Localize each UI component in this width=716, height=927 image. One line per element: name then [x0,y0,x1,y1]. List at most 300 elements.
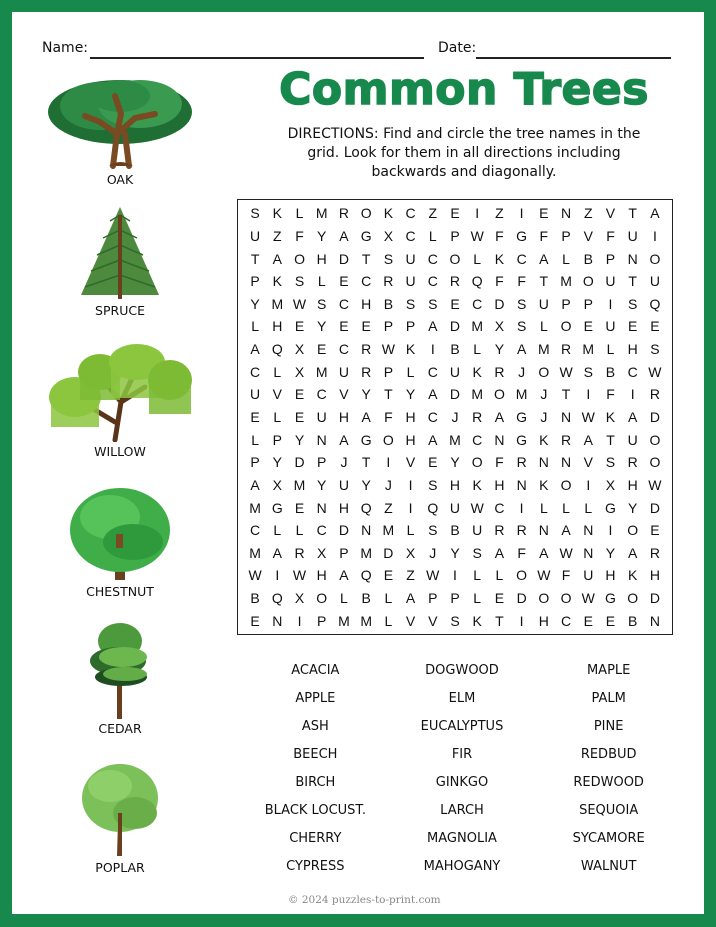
grid-cell[interactable]: S [294,273,305,290]
grid-cell[interactable]: D [294,454,305,471]
grid-cell[interactable]: U [583,567,594,584]
grid-cell[interactable]: E [339,318,349,335]
grid-cell[interactable]: A [494,408,505,425]
grid-cell[interactable]: W [559,363,573,380]
grid-cell[interactable]: L [384,590,393,607]
grid-cell[interactable]: P [561,227,571,244]
grid-cell[interactable]: N [361,522,372,539]
grid-cell[interactable]: R [494,522,505,539]
grid-cell[interactable]: M [271,295,284,312]
grid-cell[interactable]: S [516,318,527,335]
grid-cell[interactable]: C [427,250,438,267]
grid-cell[interactable]: F [495,227,504,244]
grid-cell[interactable]: N [272,612,283,629]
grid-cell[interactable]: T [606,431,615,448]
grid-cell[interactable]: R [516,454,527,471]
grid-cell[interactable]: U [605,318,616,335]
grid-cell[interactable]: P [605,250,616,267]
grid-cell[interactable]: P [383,363,394,380]
grid-cell[interactable]: L [406,522,415,539]
grid-cell[interactable]: W [248,567,262,584]
grid-cell[interactable]: S [472,544,482,561]
grid-cell[interactable]: V [272,386,282,403]
grid-cell[interactable]: K [494,250,505,267]
grid-cell[interactable]: O [560,318,572,335]
grid-cell[interactable]: Z [273,227,282,244]
grid-cell[interactable]: K [383,205,394,222]
grid-cell[interactable]: T [361,250,371,267]
grid-cell[interactable]: Y [361,386,371,403]
grid-cell[interactable]: P [250,454,260,471]
grid-cell[interactable]: B [450,341,460,358]
grid-cell[interactable]: X [405,544,416,561]
grid-cell[interactable]: R [649,386,660,403]
grid-cell[interactable]: J [540,386,548,403]
grid-cell[interactable]: E [250,408,260,425]
grid-cell[interactable]: J [429,544,437,561]
grid-cell[interactable]: R [472,408,483,425]
grid-cell[interactable]: L [606,341,615,358]
grid-cell[interactable]: V [405,454,416,471]
grid-cell[interactable]: U [605,273,616,290]
grid-cell[interactable]: E [628,318,638,335]
grid-cell[interactable]: N [316,499,327,516]
grid-cell[interactable]: C [338,295,349,312]
grid-cell[interactable]: A [361,408,371,425]
grid-cell[interactable]: A [539,250,549,267]
grid-cell[interactable]: M [538,341,550,358]
grid-cell[interactable]: L [473,567,482,584]
grid-cell[interactable]: C [316,522,327,539]
grid-cell[interactable]: R [627,454,638,471]
grid-cell[interactable]: A [428,431,438,448]
grid-cell[interactable]: T [495,612,504,629]
grid-cell[interactable]: O [649,250,661,267]
grid-cell[interactable]: H [405,431,416,448]
grid-cell[interactable]: L [562,499,570,516]
grid-cell[interactable]: T [628,205,637,222]
grid-cell[interactable]: I [386,454,391,471]
grid-cell[interactable]: U [405,250,416,267]
grid-cell[interactable]: E [294,408,305,425]
grid-cell[interactable]: F [539,227,549,244]
grid-cell[interactable]: H [605,567,616,584]
grid-cell[interactable]: N [538,454,549,471]
grid-cell[interactable]: G [605,499,616,516]
grid-cell[interactable]: A [650,205,660,222]
grid-cell[interactable]: C [338,341,349,358]
grid-cell[interactable]: S [583,363,593,380]
grid-cell[interactable]: P [450,590,460,607]
grid-cell[interactable]: E [294,499,305,516]
grid-cell[interactable]: B [583,250,593,267]
grid-cell[interactable]: Y [317,476,327,493]
grid-cell[interactable]: D [516,590,527,607]
grid-cell[interactable]: V [428,612,438,629]
grid-cell[interactable]: L [406,363,415,380]
grid-cell[interactable]: Y [361,476,371,493]
grid-cell[interactable]: H [538,612,549,629]
grid-cell[interactable]: F [517,273,526,290]
grid-cell[interactable]: H [649,567,660,584]
grid-cell[interactable]: E [583,318,593,335]
grid-cell[interactable]: Z [495,205,504,222]
grid-cell[interactable]: H [494,476,505,493]
grid-cell[interactable]: H [627,341,638,358]
grid-cell[interactable]: W [559,544,573,561]
grid-cell[interactable]: X [272,476,282,493]
grid-cell[interactable]: J [384,476,392,493]
grid-cell[interactable]: V [339,386,349,403]
grid-cell[interactable]: S [405,295,416,312]
grid-cell[interactable]: W [648,476,662,493]
grid-cell[interactable]: R [361,341,372,358]
grid-cell[interactable]: D [338,250,349,267]
grid-cell[interactable]: E [383,567,394,584]
grid-cell[interactable]: E [294,386,305,403]
grid-cell[interactable]: Q [649,295,661,312]
grid-cell[interactable]: T [384,386,393,403]
grid-cell[interactable]: I [519,499,524,516]
grid-cell[interactable]: Y [317,227,327,244]
grid-cell[interactable]: N [560,454,572,471]
grid-cell[interactable]: G [516,431,528,448]
grid-cell[interactable]: U [449,499,461,516]
grid-cell[interactable]: R [294,544,305,561]
grid-cell[interactable]: M [293,476,306,493]
grid-cell[interactable]: W [581,408,595,425]
grid-cell[interactable]: O [560,590,572,607]
grid-cell[interactable]: E [250,612,260,629]
grid-cell[interactable]: L [539,499,548,516]
grid-cell[interactable]: L [495,567,504,584]
grid-cell[interactable]: R [649,544,660,561]
grid-cell[interactable]: L [562,250,570,267]
grid-cell[interactable]: E [361,318,371,335]
grid-cell[interactable]: L [273,522,282,539]
grid-cell[interactable]: J [518,363,526,380]
grid-cell[interactable]: M [338,612,350,629]
grid-cell[interactable]: O [516,567,528,584]
grid-cell[interactable]: P [561,295,571,312]
grid-cell[interactable]: U [250,386,261,403]
grid-cell[interactable]: X [317,544,327,561]
grid-cell[interactable]: C [427,408,438,425]
grid-cell[interactable]: M [360,612,372,629]
grid-cell[interactable]: L [273,408,282,425]
grid-cell[interactable]: C [250,522,261,539]
grid-cell[interactable]: S [605,454,616,471]
grid-cell[interactable]: O [316,590,328,607]
grid-cell[interactable]: T [561,386,571,403]
grid-cell[interactable]: E [650,318,660,335]
grid-cell[interactable]: K [539,431,549,448]
grid-cell[interactable]: U [538,295,549,312]
grid-cell[interactable]: Z [384,499,393,516]
date-field-line[interactable] [476,57,671,59]
grid-cell[interactable]: N [583,522,594,539]
grid-cell[interactable]: M [449,431,461,448]
grid-cell[interactable]: Q [360,499,372,516]
grid-cell[interactable]: K [628,567,638,584]
grid-cell[interactable]: R [560,341,572,358]
grid-cell[interactable]: N [649,612,660,629]
grid-cell[interactable]: B [450,522,460,539]
grid-cell[interactable]: L [539,318,548,335]
grid-cell[interactable]: O [627,522,639,539]
grid-cell[interactable]: W [292,567,307,584]
grid-cell[interactable]: S [516,295,527,312]
grid-cell[interactable]: V [583,454,593,471]
grid-cell[interactable]: S [317,295,327,312]
grid-cell[interactable]: N [538,522,549,539]
grid-cell[interactable]: R [494,363,505,380]
grid-cell[interactable]: L [317,273,326,290]
grid-cell[interactable]: B [250,590,260,607]
grid-cell[interactable]: X [294,363,305,380]
grid-cell[interactable]: I [586,386,591,403]
grid-cell[interactable]: P [250,273,260,290]
grid-cell[interactable]: B [383,295,394,312]
grid-cell[interactable]: E [494,590,505,607]
grid-cell[interactable]: K [472,363,482,380]
grid-cell[interactable]: I [297,612,302,629]
grid-cell[interactable]: T [250,250,260,267]
grid-cell[interactable]: P [583,295,593,312]
grid-cell[interactable]: F [495,273,504,290]
grid-cell[interactable]: M [360,544,372,561]
grid-cell[interactable]: D [494,295,505,312]
grid-cell[interactable]: I [430,341,435,358]
grid-cell[interactable]: I [630,386,635,403]
grid-cell[interactable]: H [361,295,372,312]
grid-cell[interactable]: T [628,273,637,290]
grid-cell[interactable]: Q [360,567,372,584]
grid-cell[interactable]: Z [428,205,438,222]
grid-cell[interactable]: Y [450,544,460,561]
grid-cell[interactable]: Y [628,499,638,516]
grid-cell[interactable]: M [382,522,395,539]
grid-cell[interactable]: D [649,408,660,425]
grid-cell[interactable]: A [428,386,438,403]
grid-cell[interactable]: G [360,227,372,244]
grid-cell[interactable]: E [450,205,460,222]
grid-cell[interactable]: R [361,363,372,380]
grid-cell[interactable]: S [428,295,438,312]
grid-cell[interactable]: G [360,431,372,448]
grid-cell[interactable]: C [405,205,416,222]
grid-cell[interactable]: A [272,544,282,561]
grid-cell[interactable]: S [450,612,460,629]
grid-cell[interactable]: N [627,250,638,267]
grid-cell[interactable]: I [586,476,591,493]
grid-cell[interactable]: P [450,227,460,244]
grid-cell[interactable]: T [539,273,549,290]
grid-cell[interactable]: C [427,273,438,290]
grid-cell[interactable]: Q [271,590,283,607]
grid-cell[interactable]: N [516,476,527,493]
grid-cell[interactable]: Z [583,205,593,222]
grid-cell[interactable]: H [449,476,461,493]
grid-cell[interactable]: N [560,205,572,222]
grid-cell[interactable]: U [316,408,327,425]
grid-cell[interactable]: A [428,318,438,335]
grid-cell[interactable]: R [516,522,527,539]
grid-cell[interactable]: V [605,205,616,222]
grid-cell[interactable]: L [473,590,482,607]
grid-cell[interactable]: O [294,250,305,267]
grid-cell[interactable]: E [539,205,549,222]
grid-cell[interactable]: U [627,431,638,448]
grid-cell[interactable]: S [628,295,638,312]
grid-cell[interactable]: A [539,544,549,561]
grid-cell[interactable]: Z [406,567,415,584]
grid-cell[interactable]: K [605,408,616,425]
grid-cell[interactable]: O [627,590,639,607]
grid-cell[interactable]: D [649,499,660,516]
grid-cell[interactable]: U [472,522,483,539]
grid-cell[interactable]: S [428,522,438,539]
grid-cell[interactable]: H [627,476,638,493]
grid-cell[interactable]: L [473,341,482,358]
grid-cell[interactable]: I [519,205,524,222]
grid-cell[interactable]: W [381,341,395,358]
grid-cell[interactable]: L [295,205,304,222]
grid-cell[interactable]: S [650,341,660,358]
grid-cell[interactable]: C [361,273,372,290]
grid-cell[interactable]: E [450,295,460,312]
grid-cell[interactable]: U [627,227,638,244]
grid-cell[interactable]: F [561,567,571,584]
grid-cell[interactable]: C [627,363,638,380]
grid-cell[interactable]: U [449,363,461,380]
grid-cell[interactable]: R [560,431,572,448]
grid-cell[interactable]: Q [471,273,483,290]
grid-cell[interactable]: C [472,295,483,312]
grid-cell[interactable]: O [560,476,572,493]
grid-cell[interactable]: C [316,386,327,403]
grid-cell[interactable]: Y [272,454,282,471]
grid-cell[interactable]: K [472,612,482,629]
grid-cell[interactable]: T [361,454,371,471]
grid-cell[interactable]: G [605,590,616,607]
grid-cell[interactable]: U [405,273,416,290]
grid-cell[interactable]: S [428,476,438,493]
grid-cell[interactable]: X [294,341,305,358]
grid-cell[interactable]: C [516,250,527,267]
grid-cell[interactable]: W [648,363,662,380]
grid-cell[interactable]: E [339,273,349,290]
name-field-line[interactable] [90,57,424,59]
grid-cell[interactable]: H [316,567,327,584]
grid-cell[interactable]: R [338,205,349,222]
word-search-grid[interactable] [237,199,673,635]
grid-cell[interactable]: M [315,363,328,380]
grid-cell[interactable]: P [383,318,394,335]
grid-cell[interactable]: F [517,544,526,561]
grid-cell[interactable]: P [317,454,327,471]
grid-cell[interactable]: L [273,363,282,380]
grid-cell[interactable]: I [453,567,457,584]
grid-cell[interactable]: Y [317,318,327,335]
grid-cell[interactable]: H [338,499,349,516]
grid-cell[interactable]: I [652,227,657,244]
grid-cell[interactable]: G [271,499,283,516]
grid-cell[interactable]: A [494,544,505,561]
grid-cell[interactable]: E [583,612,593,629]
grid-cell[interactable]: E [294,318,305,335]
grid-cell[interactable]: I [408,476,413,493]
grid-cell[interactable]: P [339,544,349,561]
grid-cell[interactable]: O [493,386,505,403]
grid-cell[interactable]: I [608,522,613,539]
grid-cell[interactable]: F [295,227,304,244]
grid-cell[interactable]: E [605,612,616,629]
grid-cell[interactable]: U [338,476,349,493]
grid-cell[interactable]: D [449,386,461,403]
grid-cell[interactable]: K [272,205,282,222]
grid-cell[interactable]: I [408,499,413,516]
grid-cell[interactable]: F [606,227,615,244]
grid-cell[interactable]: A [250,476,260,493]
grid-cell[interactable]: Y [605,544,616,561]
grid-cell[interactable]: S [250,205,260,222]
grid-cell[interactable]: J [451,408,459,425]
grid-cell[interactable]: O [449,250,461,267]
grid-cell[interactable]: U [338,363,349,380]
grid-cell[interactable]: G [516,227,528,244]
grid-cell[interactable]: E [650,522,660,539]
grid-cell[interactable]: J [540,408,548,425]
grid-cell[interactable]: A [628,408,638,425]
grid-cell[interactable]: H [405,408,416,425]
grid-cell[interactable]: J [340,454,348,471]
grid-cell[interactable]: K [405,341,416,358]
grid-cell[interactable]: M [471,386,484,403]
grid-cell[interactable]: W [537,567,551,584]
grid-cell[interactable]: W [426,567,440,584]
grid-cell[interactable]: A [339,227,349,244]
grid-cell[interactable]: N [560,408,572,425]
grid-cell[interactable]: D [449,318,461,335]
grid-cell[interactable]: O [649,431,661,448]
grid-cell[interactable]: H [316,250,327,267]
grid-cell[interactable]: P [272,431,282,448]
grid-cell[interactable]: Y [494,341,505,358]
grid-cell[interactable]: L [340,590,348,607]
grid-cell[interactable]: M [249,544,261,561]
grid-cell[interactable]: L [584,499,593,516]
grid-cell[interactable]: L [428,227,437,244]
grid-cell[interactable]: P [317,612,327,629]
grid-cell[interactable]: A [250,341,260,358]
grid-cell[interactable]: O [582,273,594,290]
grid-cell[interactable]: C [560,612,572,629]
grid-cell[interactable]: L [295,522,304,539]
grid-cell[interactable]: M [560,273,572,290]
grid-cell[interactable]: W [292,295,307,312]
grid-cell[interactable]: F [495,454,504,471]
grid-cell[interactable]: C [494,499,505,516]
grid-cell[interactable]: L [384,612,393,629]
grid-cell[interactable]: W [470,499,484,516]
grid-cell[interactable]: C [472,431,483,448]
grid-cell[interactable]: M [471,318,484,335]
grid-cell[interactable]: R [383,273,394,290]
grid-cell[interactable]: K [539,476,549,493]
grid-cell[interactable]: B [605,363,616,380]
grid-cell[interactable]: X [494,318,505,335]
